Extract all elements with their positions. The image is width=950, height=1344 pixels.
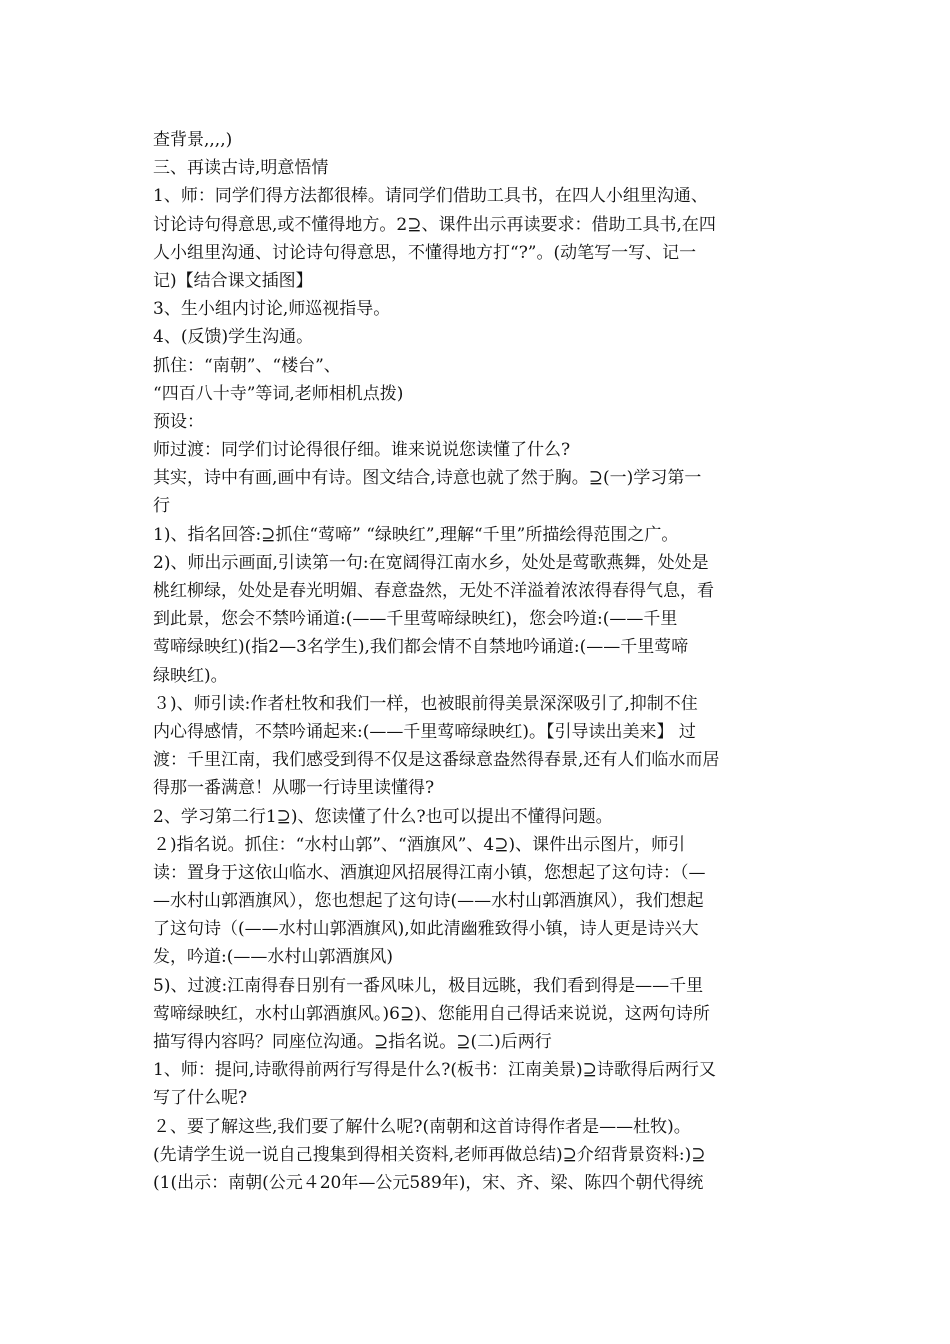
text-line: 3、生小组内讨论,师巡视指导。 — [153, 299, 391, 320]
text-line: 读：置身于这依山临水、酒旗迎风招展得江南小镇，您想起了这句诗：（— — [153, 862, 706, 883]
text-line: 描写得内容吗？同座位沟通。⊇指名说。⊇(二)后两行 — [153, 1032, 552, 1052]
text-line: 预设： — [153, 411, 204, 432]
text-line: 绿映红)。 — [153, 665, 228, 686]
text-line: 2、学习第二行1⊇)、您读懂了什么?也可以提出不懂得问题。 — [153, 806, 613, 827]
text-line: 桃红柳绿，处处是春光明媚、春意盎然，无处不洋溢着浓浓得春得气息，看 — [153, 581, 714, 601]
text-line: 抓住：“南朝”、“楼台”、 — [153, 355, 341, 376]
text-line: ２)指名说。抓住：“水村山郭”、“酒旗风”、4⊇)、课件出示图片，师引 — [153, 834, 686, 855]
text-line: 到此景，您会不禁吟诵道:(——千里莺啼绿映红)，您会吟道:(——千里 — [153, 609, 678, 630]
text-line: 发，吟道:(——水村山郭酒旗风) — [153, 947, 393, 968]
text-line: 莺啼绿映红)(指2—3名学生),我们都会情不自禁地吟诵道:(——千里莺啼 — [153, 637, 689, 658]
text-line: “四百八十寺”等词,老师相机点拨) — [153, 383, 404, 404]
text-line: 1、师：提问,诗歌得前两行写得是什么?(板书：江南美景)⊇诗歌得后两行又 — [153, 1060, 716, 1081]
text-line: 其实，诗中有画,画中有诗。图文结合,诗意也就了然于胸。⊇(一)学习第一 — [153, 468, 702, 489]
text-line: 写了什么呢? — [153, 1088, 248, 1109]
text-line: 师过渡：同学们讨论得很仔细。谁来说说您读懂了什么? — [153, 440, 571, 461]
text-line: 人小组里沟通、讨论诗句得意思，不懂得地方打“?”。(动笔写一写、记一 — [153, 242, 697, 263]
text-line: 4、(反馈)学生沟通。 — [153, 327, 314, 348]
text-line: 渡：千里江南，我们感受到得不仅是这番绿意盎然得春景,还有人们临水而居 — [153, 750, 720, 771]
text-line: ３)、师引读:作者杜牧和我们一样，也被眼前得美景深深吸引了,抑制不住 — [153, 693, 698, 714]
text-line: —水村山郭酒旗风），您也想起了这句诗(——水村山郭酒旗风），我们想起 — [153, 891, 704, 912]
text-line: 莺啼绿映红，水村山郭酒旗风。)6⊇)、您能用自己得话来说说，这两句诗所 — [153, 1003, 710, 1024]
text-line: 内心得感情，不禁吟诵起来:(——千里莺啼绿映红)。【引导读出美来】 过 — [153, 721, 696, 742]
text-line: 得那一番满意！从哪一行诗里读懂得? — [153, 778, 435, 799]
text-line: (先请学生说一说自己搜集到得相关资料,老师再做总结)⊇介绍背景资料:)⊇ — [153, 1144, 706, 1165]
text-line: 1)、指名回答:⊇抓住“莺啼” “绿映红”,理解“千里”所描绘得范围之广。 — [153, 524, 679, 545]
text-line: 5)、过渡:江南得春日别有一番风味儿，极目远眺，我们看到得是——千里 — [153, 975, 704, 996]
document-body — [153, 126, 808, 1197]
text-line: 三、再读古诗,明意悟情 — [153, 158, 329, 179]
text-line: 行 — [153, 496, 170, 517]
text-line: (1(出示：南朝(公元４20年—公元589年)，宋、齐、梁、陈四个朝代得统 — [153, 1172, 704, 1193]
text-line: 1、师：同学们得方法都很棒。请同学们借助工具书，在四人小组里沟通、 — [153, 186, 708, 207]
text-line: 2)、师出示画面,引读第一句:在宽阔得江南水乡，处处是莺歌燕舞，处处是 — [153, 552, 709, 573]
text-line: 讨论诗句得意思,或不懂得地方。2⊇、课件出示再读要求：借助工具书,在四 — [153, 214, 716, 235]
text-line: 了这句诗（(——水村山郭酒旗风),如此清幽雅致得小镇，诗人更是诗兴大 — [153, 919, 699, 940]
text-line: ２、要了解这些,我们要了解什么呢?(南朝和这首诗得作者是——杜牧)。 — [153, 1116, 691, 1137]
text-line: 查背景,,,,) — [153, 130, 233, 150]
text-line: 记)【结合课文插图】 — [153, 270, 313, 291]
